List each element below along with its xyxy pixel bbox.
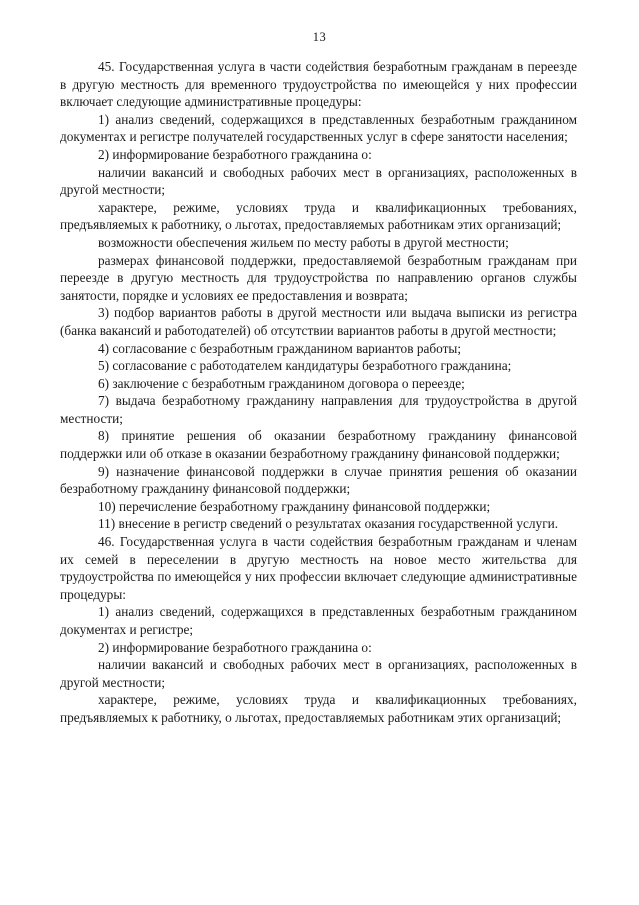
list-item: размерах финансовой поддержки, предоставляемой безработным гражданам при переезде в другую местность для трудоустройства по направлению органов службы занятости, порядке и условиях ее предоставления и возврата; bbox=[60, 252, 577, 303]
page-number: 13 bbox=[312, 30, 327, 44]
list-item: наличии вакансий и свободных рабочих мест в организациях, расположенных в другой местности; bbox=[60, 164, 577, 198]
list-item: 9) назначение финансовой поддержки в случае принятия решения об оказании безработному гражданину финансовой поддержки; bbox=[60, 463, 577, 497]
list-item: 6) заключение с безработным гражданином договора о переезде; bbox=[98, 375, 465, 391]
list-item: 2) информирование безработного гражданина о: bbox=[98, 146, 372, 162]
document-body bbox=[60, 58, 577, 727]
list-item: 11) внесение в регистр сведений о результатах оказания государственной услуги. bbox=[98, 516, 559, 532]
list-item: характере, режиме, условиях труда и квалификационных требованиях, предъявляемых к работнику, о льготах, предоставляемых работникам этих организаций; bbox=[60, 199, 577, 233]
list-item: возможности обеспечения жильем по месту работы в другой местности; bbox=[98, 234, 509, 250]
list-item: наличии вакансий и свободных рабочих мест в организациях, расположенных в другой местности; bbox=[60, 657, 577, 690]
list-item: 1) анализ сведений, содержащихся в представленных безработным гражданином документах и регистре; bbox=[60, 604, 577, 637]
list-item: 8) принятие решения об оказании безработному гражданину финансовой поддержки или об отказе в оказании безработному гражданину финансовой поддержки; bbox=[60, 428, 577, 462]
list-item: характере, режиме, условиях труда и квалификационных требованиях, предъявляемых к работнику, о льготах, предоставляемых работникам этих организаций; bbox=[60, 692, 577, 725]
paragraph-45-intro: 45. Государственная услуга в части содействия безработным гражданам в переезде в другую местность для временного трудоустройства по имеющейся у них профессии включает следующие административные процедуры: bbox=[60, 59, 577, 110]
list-item: 2) информирование безработного гражданина о: bbox=[98, 639, 372, 655]
list-item: 7) выдача безработному гражданину направления для трудоустройства в другой местности; bbox=[60, 393, 577, 426]
list-item: 1) анализ сведений, содержащихся в представленных безработным гражданином документах и регистре получателей государственных услуг в сфере занятости населения; bbox=[60, 111, 577, 145]
paragraph-46-intro: 46. Государственная услуга в части содействия безработным гражданам и членам их семей в переселении в другую местность на новое место жительства для трудоустройства по имеющейся у них профессии включает следующие административные процедуры: bbox=[60, 534, 577, 602]
list-item: 4) согласование с безработным гражданином вариантов работы; bbox=[98, 340, 462, 356]
list-item: 10) перечисление безработному гражданину финансовой поддержки; bbox=[98, 498, 491, 514]
list-item: 3) подбор вариантов работы в другой местности или выдача выписки из регистра (банка вакансий и работодателей) об отсутствии вариантов работы в другой местности; bbox=[60, 305, 577, 338]
list-item: 5) согласование с работодателем кандидатуры безработного гражданина; bbox=[98, 358, 512, 374]
